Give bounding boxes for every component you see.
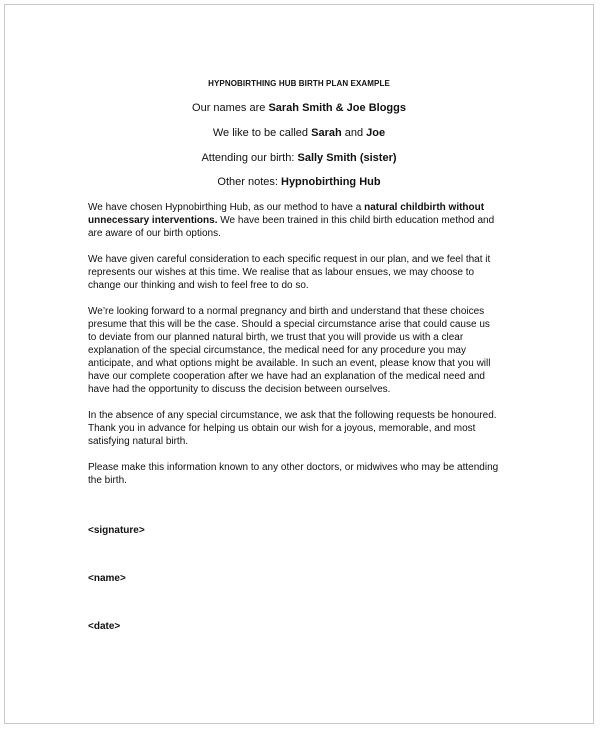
paragraph-line: have our complete cooperation after we have had an explanation of the medical need and [88,371,485,382]
attending-value: Sally Smith (sister) [297,152,397,164]
paragraph-line: have had the opportunity to discuss the decision between ourselves. [88,384,391,395]
names-label: Our names are [192,102,269,114]
paragraph-text: We have chosen Hypnobirthing Hub, as our method to have a [88,202,365,213]
paragraph-line: We have given careful consideration to each specific request in our plan, and we feel that it [88,254,491,265]
paragraph-line: are aware of our birth options. [88,228,221,239]
called-second: Joe [366,127,386,139]
paragraph-line: Thank you in advance for helping us obtain our wish for a joyous, memorable, and most [88,423,476,434]
paragraph-line: to deviate from our planned natural birth, we trust that you will provide us with a clear [88,332,464,343]
paragraph-line [88,201,528,214]
paragraph-line: represents our wishes at this time. We realise that as labour ensues, we may choose to [88,267,475,278]
paragraph-line: the birth. [88,475,127,486]
document-page [4,4,594,724]
date-field: <date> [88,621,121,632]
paragraph-line: explanation of the special circumstance, the medical need for any procedure you may [88,345,466,356]
paragraph-line: anticipate, and what options might be available. In such an event, please know that you will [88,358,491,369]
paragraph-line: Please make this information known to any other doctors, or midwives who may be attending [88,462,499,473]
called-label: We like to be called [212,127,312,139]
called-and: and [341,127,367,139]
paragraph-line: We’re looking forward to a normal pregnancy and birth and understand that these choices [88,306,485,317]
paragraph-text: We have been trained in this child birth education method and [217,215,495,226]
paragraph-requests [88,409,528,448]
attending-label: Attending our birth: [201,152,298,164]
notes-line [5,176,593,189]
paragraph-line [88,214,528,227]
attending-line [5,152,593,165]
paragraph-line: satisfying natural birth. [88,436,189,447]
called-first: Sarah [311,127,342,139]
notes-value: Hypnobirthing Hub [281,176,381,188]
paragraph-method [88,201,528,240]
name-field: <name> [88,573,126,584]
signature-field: <signature> [88,525,145,536]
paragraph-line: change our thinking and wish to feel free to do so. [88,280,309,291]
paragraph-line: In the absence of any special circumstance, we ask that the following requests be honoured. [88,410,497,421]
document-title: HYPNOBIRTHING HUB BIRTH PLAN EXAMPLE [208,79,390,88]
names-value: Sarah Smith & Joe Bloggs [268,102,406,114]
paragraph-bold-text: natural childbirth without [364,202,485,213]
paragraph-circumstance [88,305,528,396]
notes-label: Other notes: [217,176,281,188]
called-line [5,127,593,140]
paragraph-line: presume that this will be the case. Should a special circumstance arise that could cause us [88,319,490,330]
paragraph-consideration [88,253,528,292]
names-line [5,102,593,115]
paragraph-bold-text: unnecessary interventions. [88,215,218,226]
paragraph-inform [88,461,528,487]
